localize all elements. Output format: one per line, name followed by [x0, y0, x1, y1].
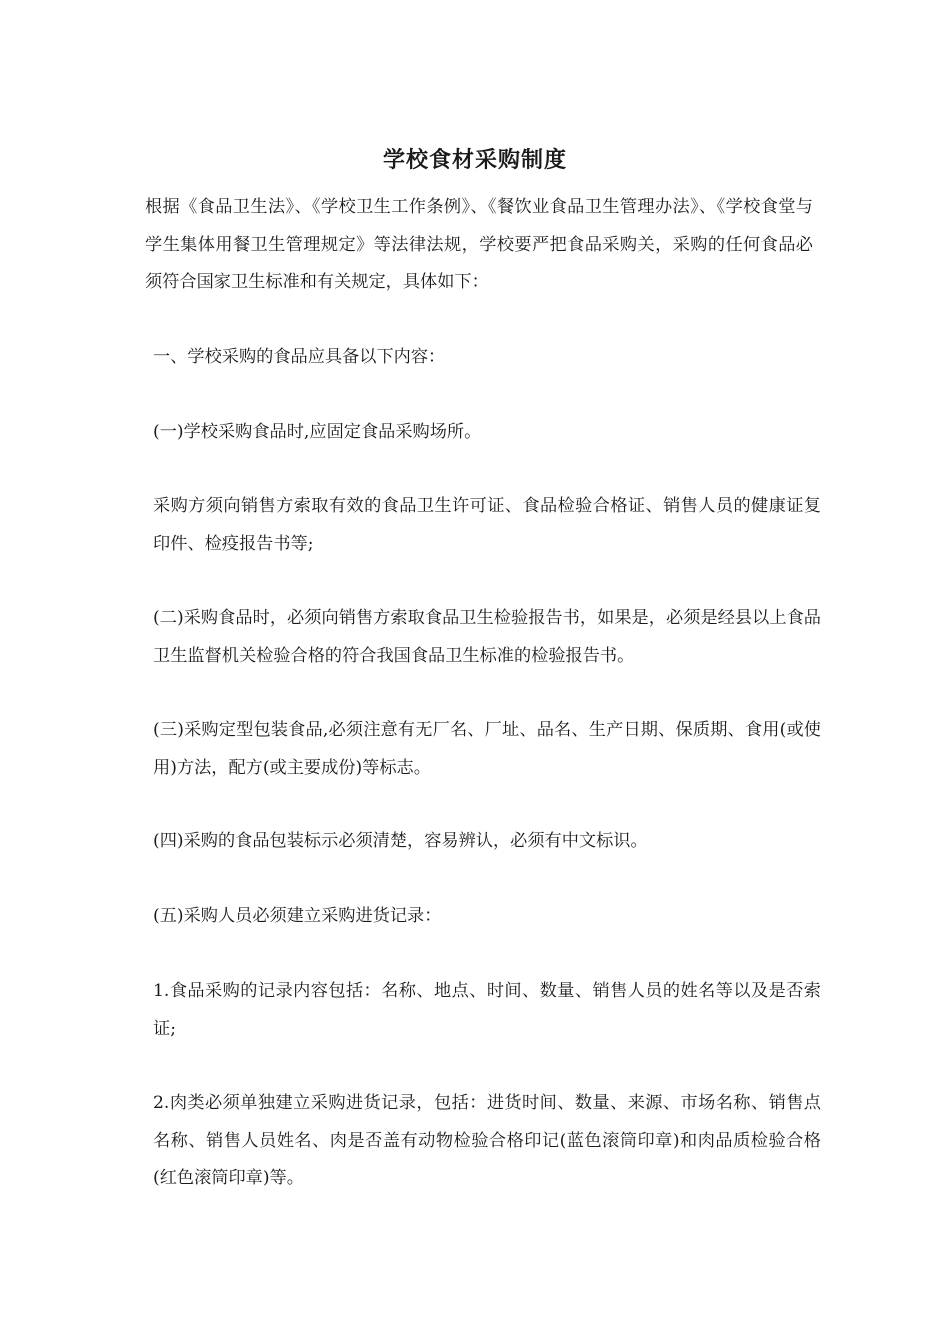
- item-5-paragraph: (五)采购人员必须建立采购进货记录：: [153, 906, 442, 926]
- item-1-paragraph: (一)学校采购食品时,应固定食品采购场所。: [153, 422, 482, 442]
- item-2-paragraph: (二)采购食品时，必须向销售方索取食品卫生检验报告书，如果是，必须是经县以上食品卫生监督机关检验合格的符合我国食品卫生标准的检验报告书。: [153, 608, 821, 666]
- record-item-1-paragraph: 1.食品采购的记录内容包括：名称、地点、时间、数量、销售人员的姓名等以及是否索证;: [153, 981, 821, 1039]
- page-title: 学校食材采购制度: [382, 147, 567, 173]
- item-1-detail-paragraph: 采购方须向销售方索取有效的食品卫生许可证、食品检验合格证、销售人员的健康证复印件、检疫报告书等;: [153, 496, 821, 554]
- item-3-paragraph: (三)采购定型包装食品,必须注意有无厂名、厂址、品名、生产日期、保质期、食用(或使用)方法，配方(或主要成份)等标志。: [153, 720, 821, 778]
- record-item-2-paragraph: 2.肉类必须单独建立采购进货记录，包括：进货时间、数量、来源、市场名称、销售点名称、销售人员姓名、肉是否盖有动物检验合格印记(蓝色滚筒印章)和肉品质检验合格(红色滚筒印章)等。: [153, 1093, 821, 1188]
- intro-paragraph: 根据《食品卫生法》、《学校卫生工作条例》、《餐饮业食品卫生管理办法》、《学校食堂与学生集体用餐卫生管理规定》等法律法规，学校要严把食品采购关，采购的任何食品必须符合国家卫生标准和有关规定，具体如下：: [145, 197, 813, 292]
- item-4-paragraph: (四)采购的食品包装标示必须清楚，容易辨认，必须有中文标识。: [153, 831, 648, 851]
- section-heading-1: 一、学校采购的食品应具备以下内容：: [153, 347, 446, 367]
